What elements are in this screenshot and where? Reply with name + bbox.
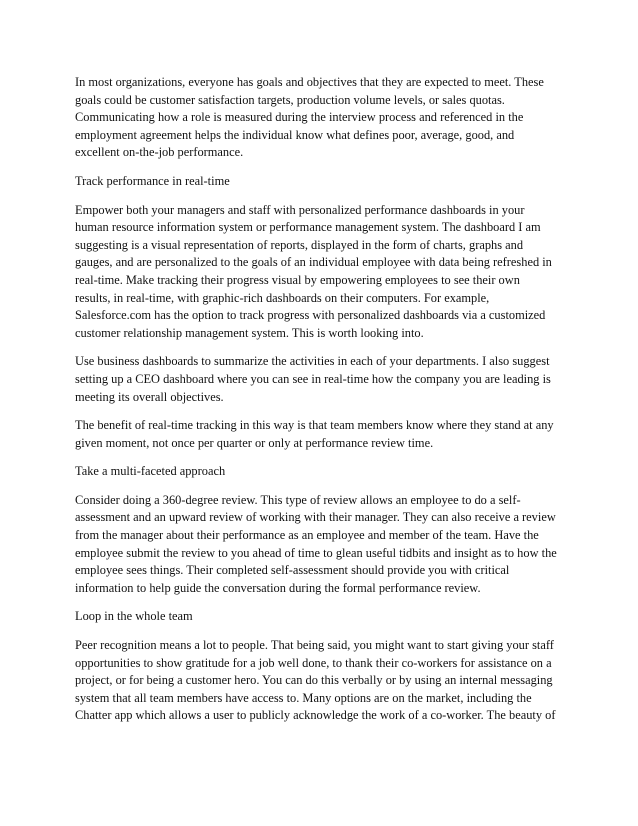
paragraph-dashboards bbox=[75, 202, 565, 343]
text-line: opportunities to show gratitude for a job well done, to thank their co-workers for assistance on a bbox=[75, 655, 552, 670]
text-line: goals could be customer satisfaction targets, production volume levels, or sales quotas. bbox=[75, 92, 505, 107]
text-line: The benefit of real-time tracking in this way is that team members know where they stand at any bbox=[75, 418, 554, 433]
text-line: Consider doing a 360-degree review. This type of review allows an employee to do a self- bbox=[75, 492, 521, 507]
heading-text: Track performance in real-time bbox=[75, 173, 230, 188]
text-line: Chatter app which allows a user to publicly acknowledge the work of a co-worker. The beauty of bbox=[75, 708, 556, 723]
text-line: Use business dashboards to summarize the activities in each of your departments. I also suggest bbox=[75, 354, 550, 369]
paragraph-peer-recognition bbox=[75, 637, 565, 725]
text-line: Peer recognition means a lot to people. That being said, you might want to start giving your staff bbox=[75, 638, 554, 653]
paragraph-intro bbox=[75, 74, 565, 162]
text-line: employment agreement helps the individual know what defines poor, average, good, and bbox=[75, 127, 515, 142]
text-line: from the manager about their performance as an employee and member of the team. Have the bbox=[75, 528, 539, 543]
paragraph-benefit bbox=[75, 417, 565, 452]
text-line: excellent on-the-job performance. bbox=[75, 145, 244, 160]
text-line: project, or for being a customer hero. You can do this verbally or by using an internal messaging bbox=[75, 673, 553, 688]
document-body bbox=[75, 74, 565, 736]
heading-text: Loop in the whole team bbox=[75, 609, 193, 624]
text-line: system that all team members have access to. Many options are on the market, including the bbox=[75, 690, 532, 705]
text-line: meeting its overall objectives. bbox=[75, 389, 224, 404]
text-line: setting up a CEO dashboard where you can see in real-time how the company you are leading is bbox=[75, 371, 551, 386]
text-line: given moment, not once per quarter or only at performance review time. bbox=[75, 435, 434, 450]
text-line: Communicating how a role is measured during the interview process and referenced in the bbox=[75, 110, 524, 125]
text-line: real-time. Make tracking their progress visual by empowering employees to see their own bbox=[75, 272, 520, 287]
text-line: employee submit the review to you ahead of time to glean useful tidbits and insight as to how the bbox=[75, 545, 557, 560]
text-line: assessment and an upward review of working with their manager. They can also receive a review bbox=[75, 510, 556, 525]
text-line: suggesting is a visual representation of reports, displayed in the form of charts, graphs and bbox=[75, 237, 524, 252]
paragraph-business-dashboards bbox=[75, 353, 565, 406]
text-line: information to help guide the conversation during the formal performance review. bbox=[75, 580, 481, 595]
text-line: human resource information system or performance management system. The dashboard I am bbox=[75, 220, 541, 235]
section-heading-multi-faceted bbox=[75, 463, 565, 481]
text-line: In most organizations, everyone has goals and objectives that they are expected to meet. These bbox=[75, 75, 544, 89]
heading-text: Take a multi-faceted approach bbox=[75, 464, 226, 479]
text-line: Empower both your managers and staff with personalized performance dashboards in your bbox=[75, 202, 525, 217]
section-heading-loop-in-team bbox=[75, 608, 565, 626]
text-line: gauges, and are personalized to the goals of an individual employee with data being refreshed in bbox=[75, 255, 552, 270]
text-line: customer relationship management system. This is worth looking into. bbox=[75, 325, 424, 340]
paragraph-360-review bbox=[75, 492, 565, 598]
text-line: results, in real-time, with graphic-rich dashboards on their computers. For example, bbox=[75, 290, 490, 305]
text-line: Salesforce.com has the option to track progress with personalized dashboards via a customized bbox=[75, 308, 546, 323]
section-heading-track-performance bbox=[75, 173, 565, 191]
text-line: employee sees things. Their completed self-assessment should provide you with critical bbox=[75, 563, 510, 578]
